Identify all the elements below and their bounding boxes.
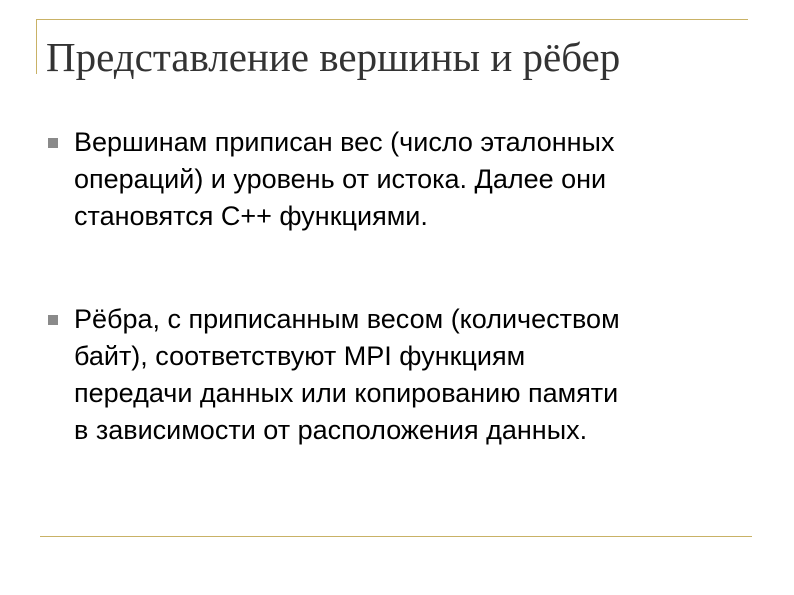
bullet-item-edges (48, 301, 758, 449)
bullet-line: Рёбра, с приписанным весом (количеством (74, 304, 620, 334)
bullet-line: Вершинам приписан вес (число эталонных (74, 127, 615, 157)
square-bullet-icon (48, 138, 58, 148)
bullet-line: в зависимости от расположения данных. (74, 415, 588, 445)
bullet-line: передачи данных или копированию памяти (74, 378, 619, 408)
square-bullet-icon (48, 315, 58, 325)
bullet-line: становятся C++ функциями. (74, 201, 428, 231)
bullet-line: байт), соответствуют MPI функциям (74, 341, 526, 371)
left-rule (36, 19, 37, 74)
bullet-line: операций) и уровень от истока. Далее они (74, 164, 607, 194)
bullet-list (48, 124, 758, 449)
bottom-rule (40, 536, 752, 537)
bullet-item-vertices (48, 124, 758, 235)
top-rule (36, 19, 748, 20)
slide-title: Представление вершины и рёбер (46, 34, 621, 80)
